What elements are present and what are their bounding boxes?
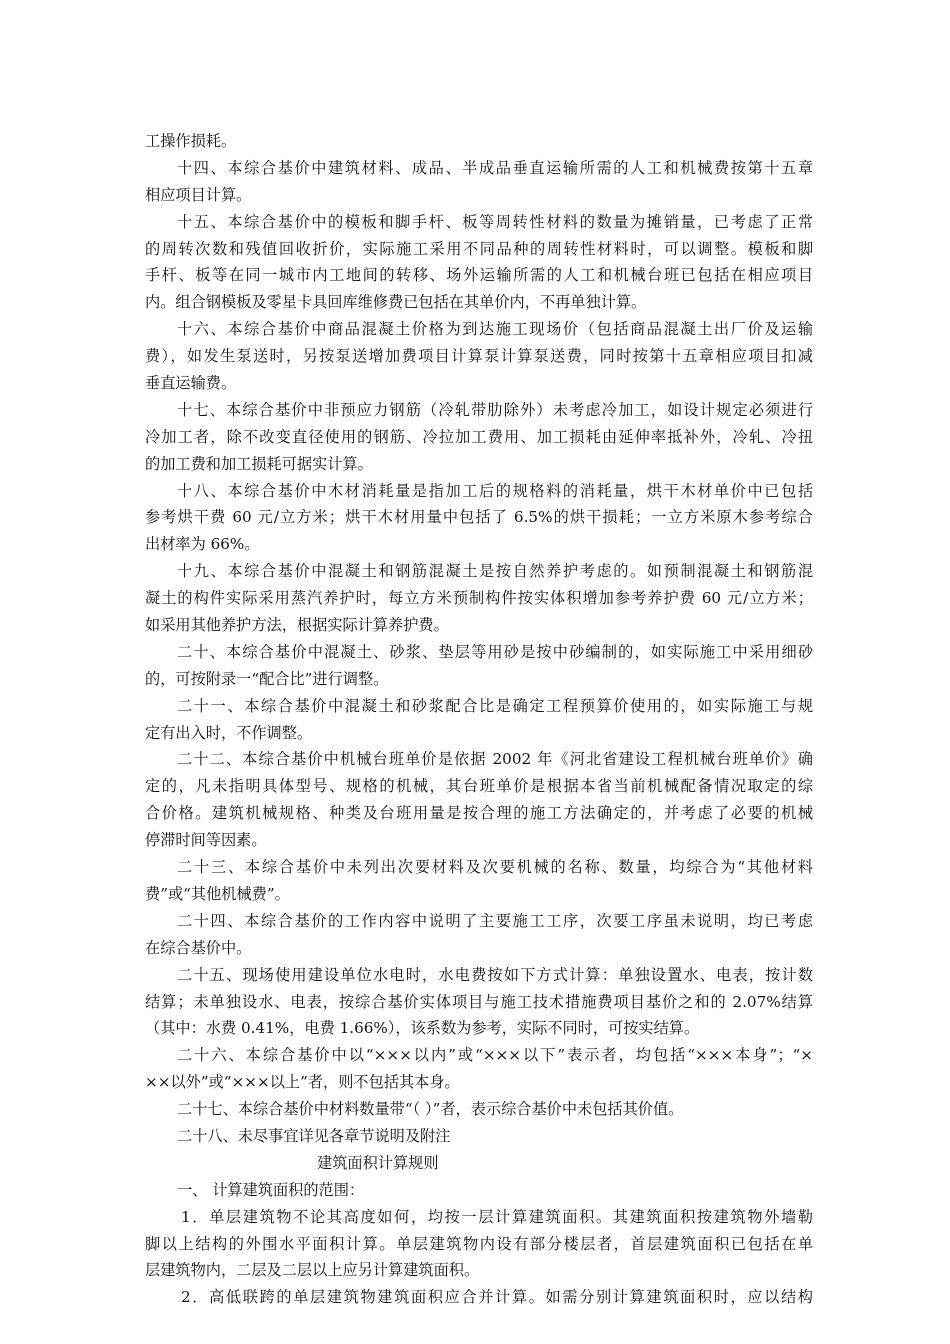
text-line: 合价格。建筑机械规格、种类及台班用量是按合理的施工方法确定的，并考虑了必要的机械 xyxy=(145,804,813,823)
text-line: 二十五、现场使用建设单位水电时，水电费按如下方式计算：单独设置水、电表，按计数 xyxy=(177,965,813,984)
text-line: 在综合基价中。 xyxy=(145,938,252,957)
text-line: 十七、本综合基价中非预应力钢筋（冷轧带肋除外）未考虑冷加工，如设计规定必须进行 xyxy=(177,400,813,419)
text-line: 二十、本综合基价中混凝土、砂浆、垫层等用砂是按中砂编制的，如实际施工中采用细砂 xyxy=(177,642,813,661)
section-heading: 建筑面积计算规则 xyxy=(317,1153,439,1172)
text-line: 凝土的构件实际采用蒸汽养护时，每立方米预制构件按实体积增加参考养护费 60 元/立方米； xyxy=(145,589,813,608)
text-line: 的加工费和加工损耗可据实计算。 xyxy=(145,454,373,473)
text-line: 二十三、本综合基价中未列出次要材料及次要机械的名称、数量，均综合为“其他材料 xyxy=(177,858,813,877)
text-line: 脚以上结构的外围水平面积计算。单层建筑物内设有部分楼层者，首层建筑面积已包括在单 xyxy=(145,1234,813,1253)
text-line: 手杆、板等在同一城市内工地间的转移、场外运输所需的人工和机械台班已包括在相应项目 xyxy=(145,266,813,285)
text-line: 二十一、本综合基价中混凝土和砂浆配合比是确定工程预算价使用的，如实际施工与规 xyxy=(177,696,813,715)
document-body xyxy=(145,128,813,1311)
text-line: 定的，凡未指明具体型号、规格的机械，其台班单价是根据本省当前机械配备情况取定的综 xyxy=(145,777,813,796)
text-line: 结算；未单独设水、电表，按综合基价实体项目与施工技术措施费项目基价之和的 2.07%结算 xyxy=(145,992,813,1011)
text-line: 冷加工者，除不改变直径使用的钢筋、冷拉加工费用、加工损耗由延伸率抵补外，冷轧、冷扭 xyxy=(145,427,813,446)
text-line: 参考烘干费 60 元/立方米；烘干木材用量中包括了 6.5%的烘干损耗；一立方米原木参考综合 xyxy=(145,508,813,527)
text-line: 二十七、本综合基价中材料数量带“（ ）”者，表示综合基价中未包括其价值。 xyxy=(177,1100,684,1119)
text-line: 十八、本综合基价中木材消耗量是指加工后的规格料的消耗量，烘干木材单价中已包括 xyxy=(177,481,813,500)
text-line: ××以外”或“×××以上”者，则不包括其本身。 xyxy=(145,1073,460,1092)
text-line: 十五、本综合基价中的模板和脚手杆、板等周转性材料的数量为摊销量，已考虑了正常 xyxy=(177,212,813,231)
text-line: 的，可按附录一“配合比”进行调整。 xyxy=(145,669,389,688)
text-line: 相应项目计算。 xyxy=(145,185,252,204)
text-line: 的周转次数和残值回收折价，实际施工采用不同品种的周转性材料时，可以调整。模板和脚 xyxy=(145,239,813,258)
text-line: 二十四、本综合基价的工作内容中说明了主要施工工序，次要工序虽未说明，均已考虑 xyxy=(177,911,813,930)
text-line: 2．高低联跨的单层建筑物建筑面积应合并计算。如需分别计算建筑面积时，应以结构 xyxy=(181,1288,813,1307)
text-line: 层建筑物内，二层及二层以上应另计算建筑面积。 xyxy=(145,1261,480,1280)
text-line: 工操作损耗。 xyxy=(145,132,237,150)
text-line: 出材率为 66%。 xyxy=(145,535,260,554)
text-line: 定有出入时，不作调整。 xyxy=(145,723,313,742)
text-line: 内。组合钢模板及零星卡具回库维修费已包括在其单价内，不再单独计算。 xyxy=(145,293,647,312)
text-line: 二十二、本综合基价中机械台班单价是依据 2002 年《河北省建设工程机械台班单价》确 xyxy=(177,750,813,769)
text-line: 十四、本综合基价中建筑材料、成品、半成品垂直运输所需的人工和机械费按第十五章 xyxy=(177,158,813,177)
text-line: 费”或“其他机械费”。 xyxy=(145,884,290,903)
text-line: 垂直运输费。 xyxy=(145,374,237,393)
text-line: 如采用其他养护方法，根据实际计算养护费。 xyxy=(145,616,449,635)
text-line: 二十八、未尽事宜详见各章节说明及附注 xyxy=(177,1126,451,1145)
text-line: 1．单层建筑物不论其高度如何，均按一层计算建筑面积。其建筑面积按建筑物外墙勒 xyxy=(181,1207,813,1226)
text-line: 十六、本综合基价中商品混凝土价格为到达施工现场价（包括商品混凝土出厂价及运输 xyxy=(177,320,813,339)
text-line: 停滞时间等因素。 xyxy=(145,831,267,850)
text-line: （其中：水费 0.41%，电费 1.66%），该系数为参考，实际不同时，可按实结算。 xyxy=(145,1019,700,1038)
text-line: 费），如发生泵送时，另按泵送增加费项目计算泵计算泵送费，同时按第十五章相应项目扣减 xyxy=(145,347,813,366)
text-line: 一、 计算建筑面积的范围： xyxy=(177,1180,365,1199)
text-line: 二十六、本综合基价中以“×××以内”或“×××以下”表示者，均包括“×××本身”；“× xyxy=(177,1046,813,1065)
text-line: 十九、本综合基价中混凝土和钢筋混凝土是按自然养护考虑的。如预制混凝土和钢筋混 xyxy=(177,562,813,581)
